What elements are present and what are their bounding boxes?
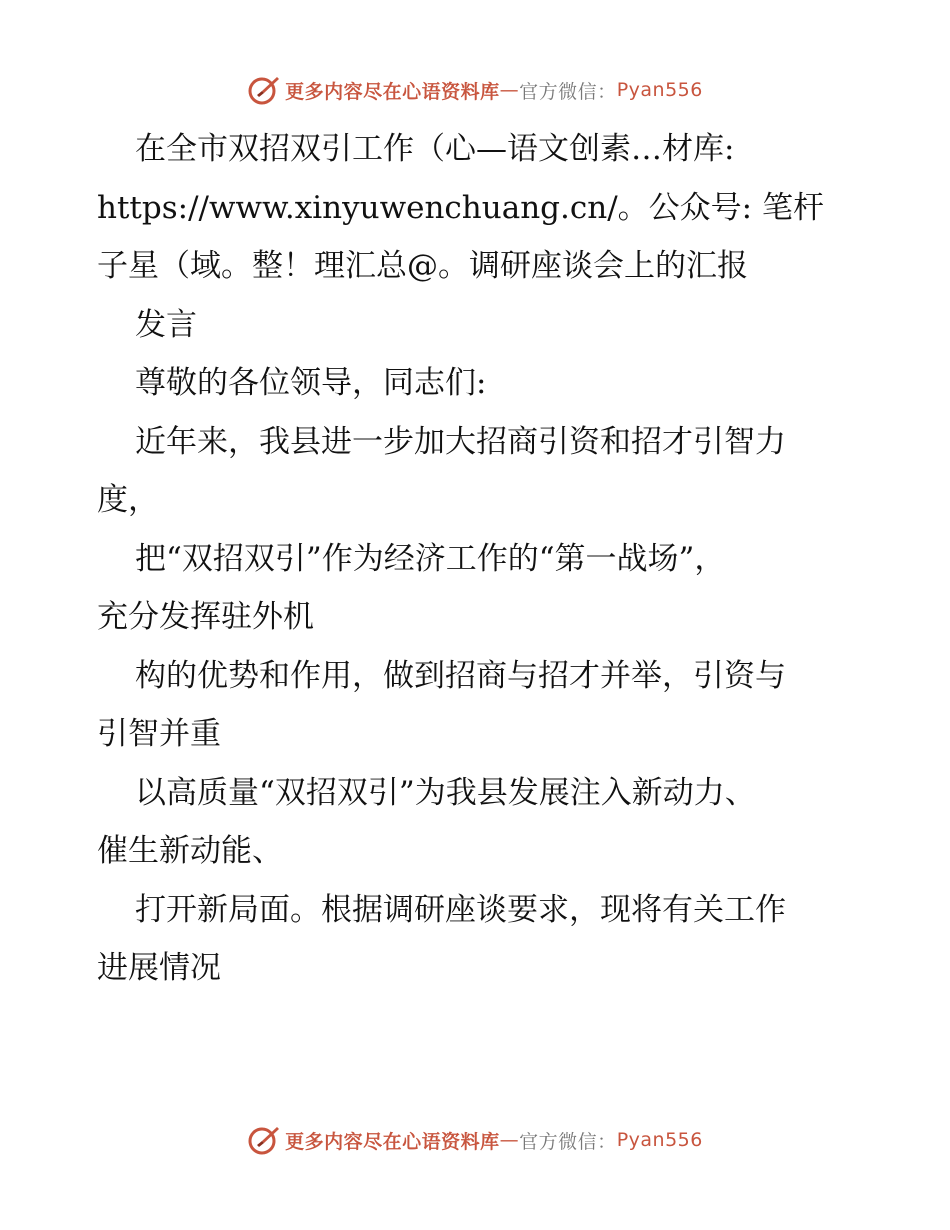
body-line-14: 打开新局面。根据调研座谈要求，现将有关工作 xyxy=(135,891,786,928)
body-line-12: 以高质量“双招双引”为我县发展注入新动力、 xyxy=(135,774,756,811)
watermark-id: Pyan556 xyxy=(616,79,703,101)
watermark-main-text: 更多内容尽在心语资料库 xyxy=(285,80,500,103)
body-line-3: 子星（域。整！理汇总@。调研座谈会上的汇报 xyxy=(97,248,748,284)
body-line-10: 构的优势和作用，做到招商与招才并举，引资与 xyxy=(135,657,786,694)
body-line-2: https://www.xinyuwenchuang.cn/。公众号: 笔杆 xyxy=(97,189,824,226)
body-line-6: 近年来，我县进一步加大招商引资和招才引智力 xyxy=(135,423,786,460)
body-line-8: 把“双招双引”作为经济工作的“第一战场”， xyxy=(135,540,726,577)
footer-watermark xyxy=(0,1120,950,1160)
watermark-sub-text: 官方微信： xyxy=(519,1130,617,1153)
watermark-dash: — xyxy=(499,1129,520,1151)
body-line-15: 进展情况 xyxy=(97,950,221,986)
watermark-id: Pyan556 xyxy=(616,1129,703,1151)
pen-nib-circle-icon xyxy=(247,1123,281,1157)
body-line-9: 充分发挥驻外机 xyxy=(97,599,314,635)
body-line-4: 发言 xyxy=(135,306,197,343)
body-line-5: 尊敬的各位领导，同志们: xyxy=(135,365,487,401)
body-line-7: 度， xyxy=(97,482,159,518)
document-body xyxy=(97,120,857,998)
body-line-11: 引智并重 xyxy=(97,716,221,752)
header-watermark xyxy=(0,70,950,110)
watermark-sub-text: 官方微信： xyxy=(519,80,617,103)
body-line-13: 催生新动能、 xyxy=(97,833,283,869)
body-line-1: 在全市双招双引工作（心—语文创素…材库: xyxy=(135,131,735,167)
watermark-dash: — xyxy=(499,79,520,101)
pen-nib-circle-icon xyxy=(247,73,281,107)
watermark-main-text: 更多内容尽在心语资料库 xyxy=(285,1130,500,1153)
